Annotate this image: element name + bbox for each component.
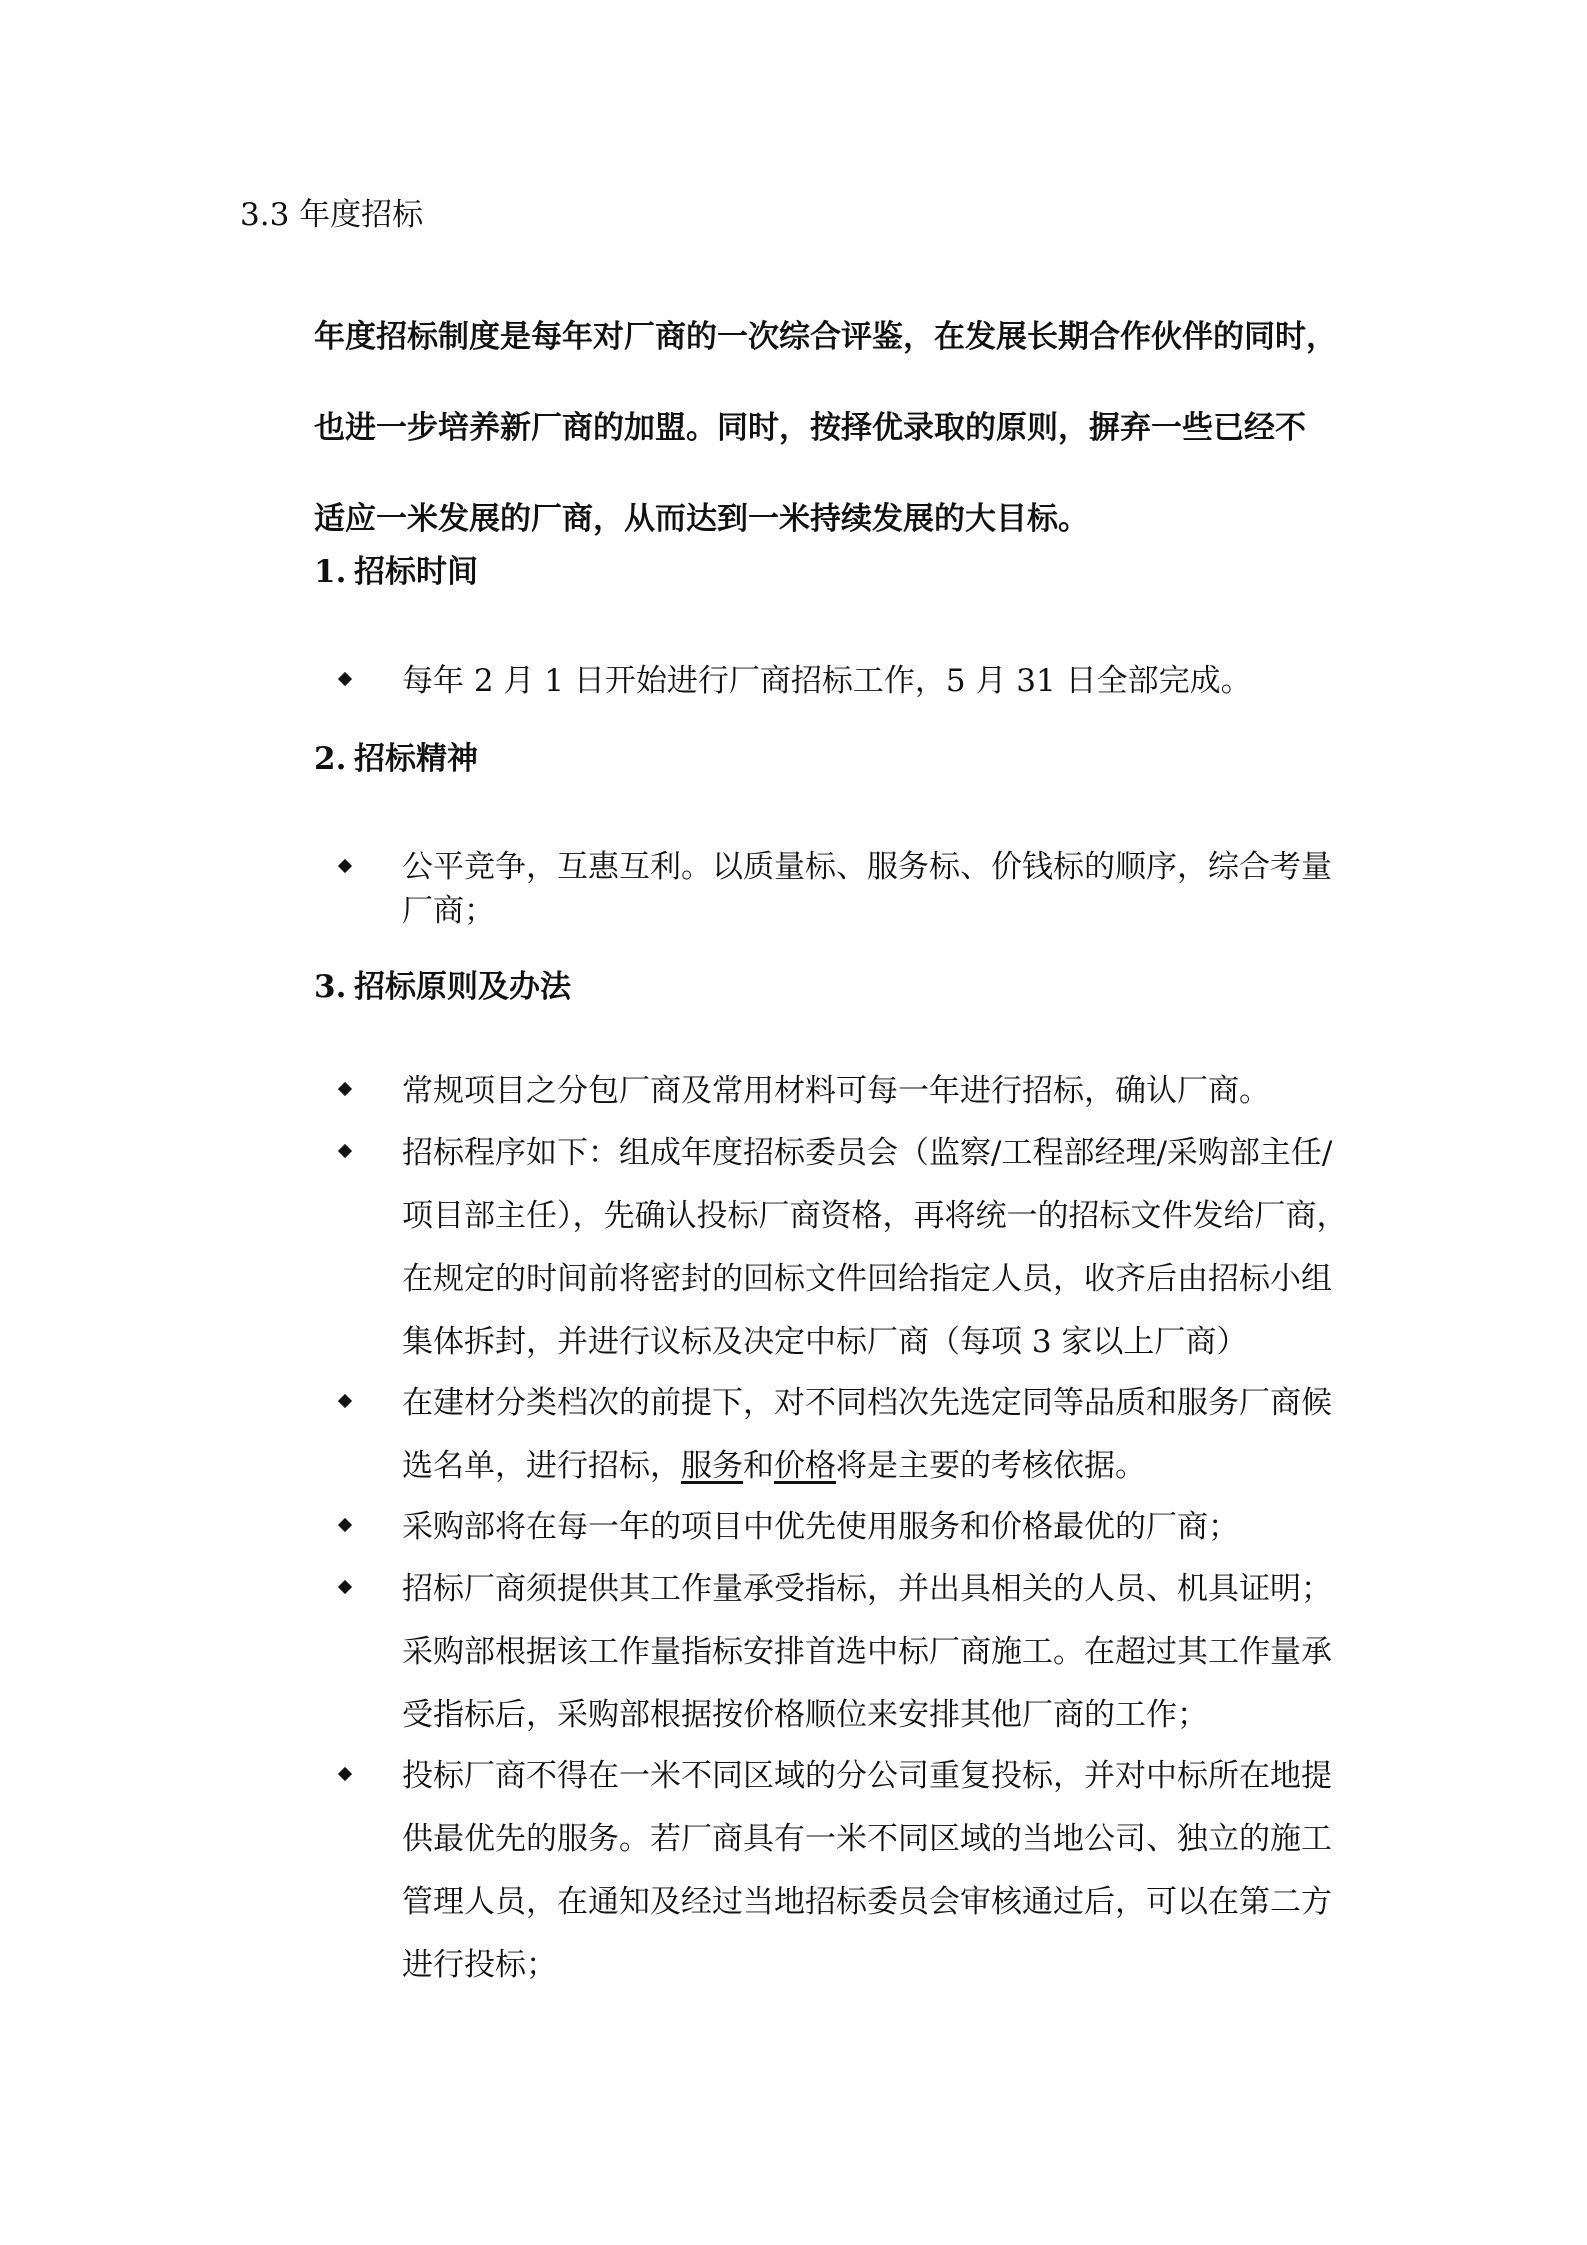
list-item-text: 投标厂商不得在一米不同区域的分公司重复投标，并对中标所在地提 xyxy=(402,1758,1332,1794)
list-item-text: 供最优先的服务。若厂商具有一米不同区域的当地公司、独立的施工 xyxy=(402,1821,1332,1857)
list-item-text: 在建材分类档次的前提下，对不同档次先选定同等品质和服务厂商候 xyxy=(402,1385,1332,1421)
list-item-text: 公平竞争，互惠互利。以质量标、服务标、价钱标的顺序，综合考量 xyxy=(402,849,1332,885)
underlined-text-service: 服务 xyxy=(681,1448,743,1484)
intro-line: 也进一步培养新厂商的加盟。同时，按择优录取的原则，摒弃一些已经不 xyxy=(314,410,1306,446)
list-item-text: 厂商； xyxy=(402,893,495,929)
list-item xyxy=(340,845,1370,933)
intro-line: 年度招标制度是每年对厂商的一次综合评鉴，在发展长期合作伙伴的同时， xyxy=(314,319,1337,355)
list-item-text: 招标程序如下：组成年度招标委员会（监察/工程部经理/采购部主任/ xyxy=(402,1135,1333,1171)
diamond-bullet-icon xyxy=(338,1082,352,1096)
diamond-bullet-icon xyxy=(338,1144,352,1158)
list-item xyxy=(340,1745,1370,1997)
list-item-text: 常规项目之分包厂商及常用材料可每一年进行招标，确认厂商。 xyxy=(402,1073,1270,1109)
list-item-text: 招标厂商须提供其工作量承受指标，并出具相关的人员、机具证明； xyxy=(402,1571,1332,1607)
diamond-bullet-icon xyxy=(338,1580,352,1594)
list-item-text: 项目部主任），先确认投标厂商资格，再将统一的招标文件发给厂商， xyxy=(402,1198,1348,1234)
heading-bidding-time xyxy=(314,550,478,594)
heading-title: 招标精神 xyxy=(354,741,478,777)
heading-title: 招标原则及办法 xyxy=(354,969,571,1005)
underlined-text-price: 价格 xyxy=(774,1448,836,1484)
text-segment: 选名单，进行招标， xyxy=(402,1448,681,1484)
heading-title: 招标时间 xyxy=(354,554,478,590)
list-item-text: 采购部根据该工作量指标安排首选中标厂商施工。在超过其工作量承 xyxy=(402,1634,1332,1670)
diamond-bullet-icon xyxy=(338,1394,352,1408)
list-item-text: 采购部将在每一年的项目中优先使用服务和价格最优的厂商； xyxy=(402,1509,1239,1545)
diamond-bullet-icon xyxy=(338,1767,352,1781)
list-item-text: 进行投标； xyxy=(402,1947,557,1983)
list-item-text: 管理人员，在通知及经过当地招标委员会审核通过后，可以在第二方 xyxy=(402,1884,1332,1920)
list-item xyxy=(340,1122,1370,1374)
list-item xyxy=(340,650,1370,713)
list-item xyxy=(340,1558,1370,1747)
heading-number: 2. xyxy=(314,741,347,777)
heading-bidding-spirit xyxy=(314,737,478,781)
intro-line: 适应一米发展的厂商，从而达到一米持续发展的大目标。 xyxy=(314,501,1089,537)
list-item xyxy=(340,1496,1370,1559)
text-segment: 将是主要的考核依据。 xyxy=(836,1448,1146,1484)
list-item-text xyxy=(402,1435,1370,1498)
diamond-bullet-icon xyxy=(338,672,352,686)
list-item xyxy=(340,1060,1370,1123)
list-item xyxy=(340,1372,1370,1498)
section-title: 3.3 年度招标 xyxy=(240,197,424,233)
heading-number: 1. xyxy=(314,554,347,590)
list-item-text: 每年 2 月 1 日开始进行厂商招标工作，5 月 31 日全部完成。 xyxy=(402,663,1252,699)
list-item-text: 在规定的时间前将密封的回标文件回给指定人员，收齐后由招标小组 xyxy=(402,1261,1332,1297)
diamond-bullet-icon xyxy=(338,1518,352,1532)
text-segment: 和 xyxy=(743,1448,774,1484)
heading-number: 3. xyxy=(314,969,347,1005)
intro-paragraph xyxy=(314,292,1364,565)
heading-bidding-principles xyxy=(314,965,571,1009)
list-item-text: 集体拆封，并进行议标及决定中标厂商（每项 3 家以上厂商） xyxy=(402,1324,1248,1360)
diamond-bullet-icon xyxy=(338,859,352,873)
list-item-text: 受指标后，采购部根据按价格顺位来安排其他厂商的工作； xyxy=(402,1697,1208,1733)
